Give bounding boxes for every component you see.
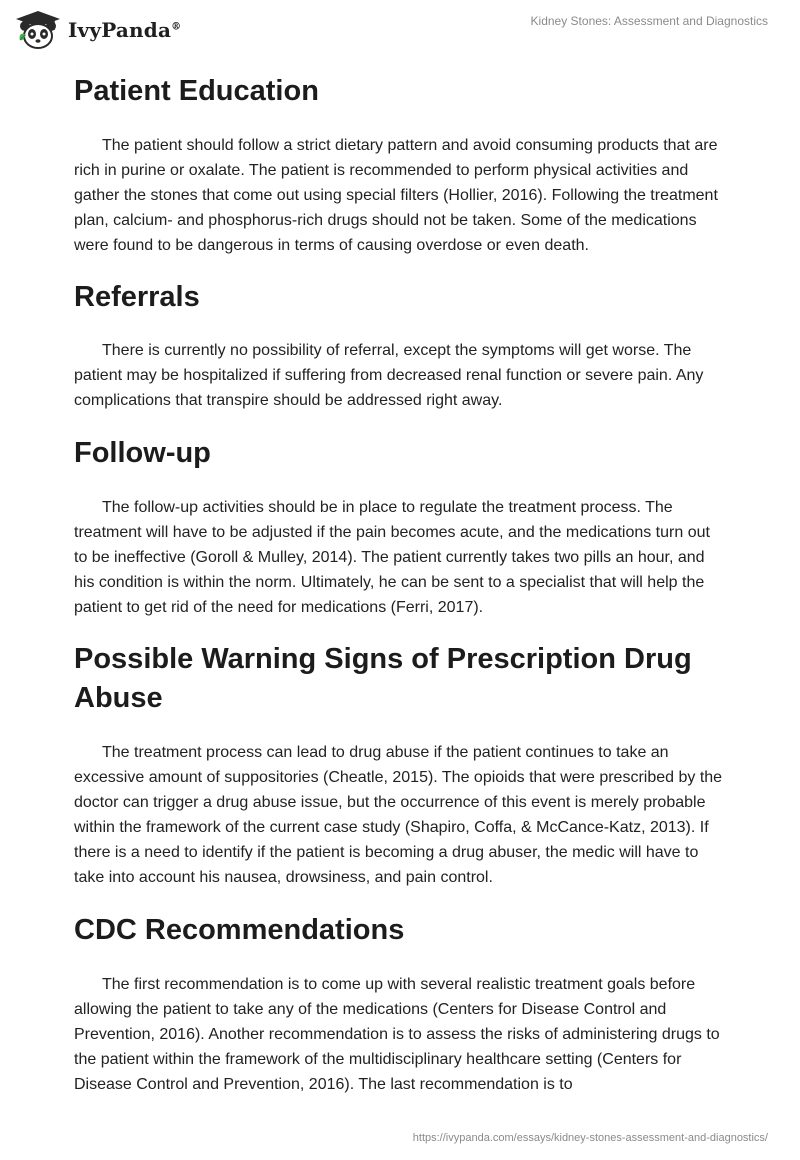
brand-logo[interactable] bbox=[14, 10, 181, 50]
essay-content bbox=[74, 70, 724, 1097]
section-heading: Possible Warning Signs of Prescription Drug Abuse bbox=[74, 643, 692, 714]
brand-name: IvyPanda® bbox=[68, 18, 182, 42]
section-paragraph: The patient should follow a strict dietary pattern and avoid consuming products that are rich in purine or oxalate. The patient is recommended to perform physical activities and gather the stones that come out using special filters (Hollier, 2016). Following the treatment plan, calcium- and phosphorus-rich drugs should not be taken. Some of the medications were found to be dangerous in terms of causing overdose or even death. bbox=[74, 137, 718, 254]
section-patient-education bbox=[74, 71, 724, 258]
section-referrals bbox=[74, 277, 724, 413]
page-header bbox=[0, 0, 800, 60]
section-paragraph: The treatment process can lead to drug abuse if the patient continues to take an excessive amount of suppositories (Cheatle, 2015). The opioids that were prescribed by the doctor can trigger a drug abuse issue, but the occurrence of this event is merely probable within the framework of the current case study (Shapiro, Coffa, & McCance-Katz, 2013). If there is a need to identify if the patient is becoming a drug abuser, the medic will have to take into account his nausea, drowsiness, and pain control. bbox=[74, 744, 723, 886]
section-paragraph: There is currently no possibility of referral, except the symptoms will get worse. The patient may be hospitalized if suffering from decreased renal function or severe pain. Any complications that transpire should be addressed right away. bbox=[74, 342, 704, 409]
section-follow-up bbox=[74, 433, 724, 620]
section-heading: Follow-up bbox=[74, 437, 211, 469]
section-heading: Referrals bbox=[74, 281, 200, 313]
section-warning-signs bbox=[74, 640, 724, 890]
section-paragraph: The follow-up activities should be in place to regulate the treatment process. The treatment will have to be adjusted if the pain becomes acute, and the medications turn out to be ineffective (Goroll & Mulley, 2014). The patient currently takes two pills an hour, and his condition is within the norm. Ultimately, he can be sent to a specialist that will help the patient to get rid of the need for medications (Ferri, 2017). bbox=[74, 499, 710, 616]
source-url[interactable]: https://ivypanda.com/essays/kidney-stones-assessment-and-diagnostics/ bbox=[412, 1132, 768, 1144]
section-heading: Patient Education bbox=[74, 75, 319, 107]
section-heading: CDC Recommendations bbox=[74, 914, 405, 946]
section-paragraph: The first recommendation is to come up with several realistic treatment goals before allowing the patient to take any of the medications (Centers for Disease Control and Prevention, 2016). Another recommendation is to assess the risks of administering drugs to the patient within the framework of the multidisciplinary healthcare setting (Centers for Disease Control and Prevention, 2016). The last recommendation is to bbox=[74, 976, 720, 1093]
panda-graduate-icon bbox=[14, 10, 62, 50]
document-title: Kidney Stones: Assessment and Diagnostics bbox=[530, 14, 768, 28]
section-cdc-recommendations bbox=[74, 910, 724, 1097]
